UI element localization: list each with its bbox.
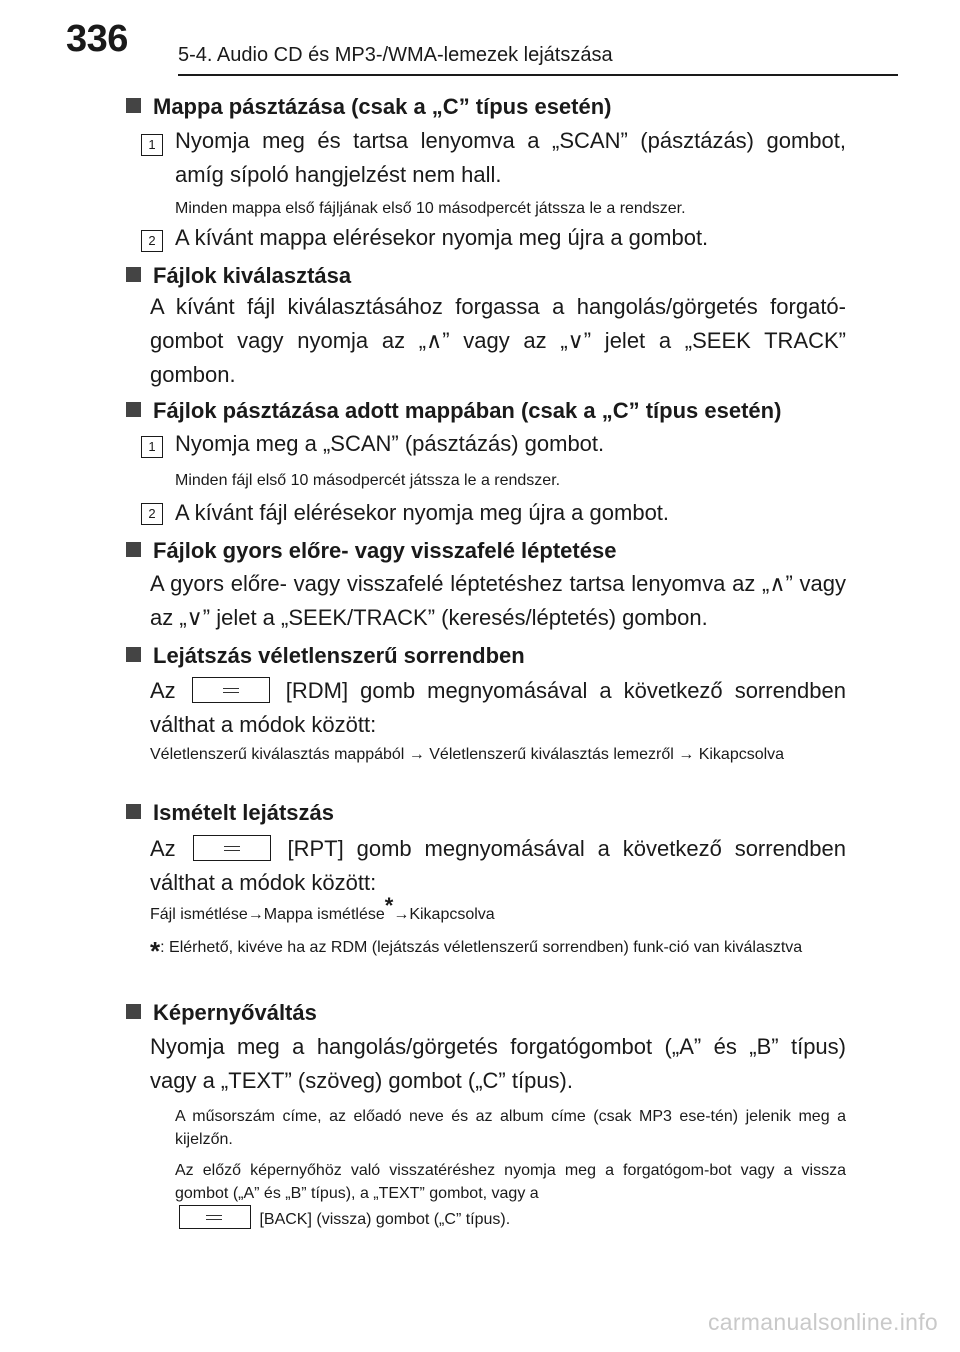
bullet-square-icon [126,1004,141,1019]
paragraph: A gyors előre- vagy visszafelé léptetéshez tartsa lenyomva az „∧” vagy az „∨” jelet a „SEEK/TRACK” (keresés/léptetés) gombon. [150,571,846,630]
step-text: A kívánt fájl elérésekor nyomja meg újra a gombot. [175,500,670,525]
bullet-square-icon [126,402,141,417]
back-button-icon [179,1205,251,1229]
note-text: Az előző képernyőhöz való visszatéréshez nyomja meg a forgatógom-bot vagy a vissza gombot („A” és „B” típus), a „TEXT” gombot, vagy a [BACK] (vissza) gombot („C” típus). [175,1162,846,1228]
paragraph: Nyomja meg a hangolás/görgetés forgatógombot („A” és „B” típus) vagy a „TEXT” (szöveg) gombot („C” típus). [150,1034,846,1093]
section-title-folder-scan: Mappa pásztázása (csak a „C” típus esetén) [126,94,612,120]
header-rule [178,74,898,76]
paragraph: Az [RPT] gomb megnyomásával a következő sorrendben válthat a módok között: [150,836,846,895]
footnote: *: Elérhető, kivéve ha az RDM (lejátszás véletlenszerű sorrendben) funk-ció van kiválasztva [150,936,803,966]
bullet-square-icon [126,542,141,557]
paragraph: Az [RDM] gomb megnyomásával a következő sorrendben válthat a módok között: [150,678,846,737]
section-title-repeat: Ismételt lejátszás [126,800,334,826]
step-text: Nyomja meg a „SCAN” (pásztázás) gombot. [175,431,605,456]
step-text: A kívánt mappa elérésekor nyomja meg újra a gombot. [175,225,709,250]
section-title-fast-forward: Fájlok gyors előre- vagy visszafelé léptetése [126,538,616,564]
section-title-random: Lejátszás véletlenszerű sorrendben [126,643,525,669]
note-text: Fájl ismétlése→Mappa ismétlése*→Kikapcsolva [150,893,495,923]
note-text: Véletlenszerű kiválasztás mappából → Véletlenszerű kiválasztás lemezről → Kikapcsolva [150,746,785,763]
step-number-badge: 1 [141,134,163,156]
bullet-square-icon [126,804,141,819]
note-text: Minden fájl első 10 másodpercét játssza le a rendszer. [175,472,561,489]
section-title-file-select: Fájlok kiválasztása [126,263,351,289]
step-number-badge: 1 [141,436,163,458]
bullet-square-icon [126,647,141,662]
step-text: Nyomja meg és tartsa lenyomva a „SCAN” (pásztázás) gombot, amíg sípoló hangjelzést nem hall. [175,128,846,187]
note-text: A műsorszám címe, az előadó neve és az album címe (csak MP3 ese-tén) jelenik meg a kijelzőn. [175,1108,846,1148]
section-header: 5-4. Audio CD és MP3-/WMA-lemezek lejátszása [178,44,613,66]
step-number-badge: 2 [141,230,163,252]
section-title-file-scan: Fájlok pásztázása adott mappában (csak a „C” típus esetén) [126,398,781,424]
page-number: 336 [66,18,128,60]
rdm-button-icon [192,677,270,703]
bullet-square-icon [126,267,141,282]
paragraph: A kívánt fájl kiválasztásához forgassa a hangolás/görgetés forgató-gombot vagy nyomja az „∧” vagy az „∨” jelet a „SEEK TRACK” gombon. [150,294,846,387]
section-title-display-switch: Képernyőváltás [126,1000,317,1026]
note-text: Minden mappa első fájljának első 10 másodpercét játssza le a rendszer. [175,200,686,217]
bullet-square-icon [126,98,141,113]
watermark: carmanualsonline.info [707,1309,938,1335]
rpt-button-icon [193,835,271,861]
step-number-badge: 2 [141,503,163,525]
